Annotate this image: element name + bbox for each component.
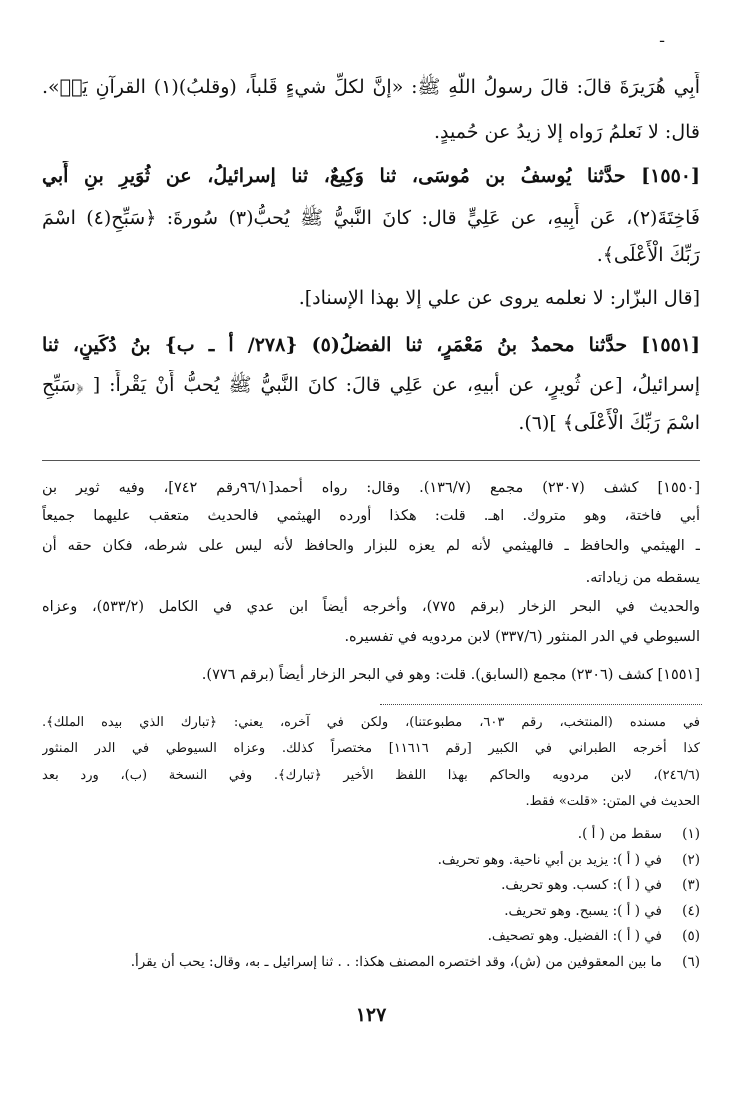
continued-note-line: الحديث في المتن: «قلت» فقط. [525,794,700,809]
continued-note-line: في مسنده (المنتخب، رقم ٦٠٣، مطبوعتنا)، ولكن في آخره، يعني: ﴿تبارك الذي بيده الملك﴾. [42,715,700,730]
takhrij-line: يسقطه من زياداته. [585,570,700,586]
footnote: (٥)في ( أ ): الفضيل. وهو تصحيف. [487,928,700,944]
bazzar-comment: [قال البزّار: لا نعلمه يروى عن علي إلا بهذا الإسناد]. [298,287,700,309]
continued-note-line: (٢٤٦/٦)، لابن مردويه والحاكم بهذا اللفظ الأخير ﴿تبارك﴾. وفي النسخة (ب)، ورد بعد [42,768,700,783]
takhrij-line: ـ الهيثمي والحافظ ـ فالهيثمي لأنه لم يعزه للبزار والحافظ لأنه ليس على شرطه، فكان حقه أن [42,538,700,554]
hadith-line: اسْمَ رَبِّكَ الْأَعْلَى﴾ ](٦). [518,412,700,434]
takhrij-line: والحديث في البحر الزخار (برقم ٧٧٥)، وأخرجه أيضاً ابن عدي في الكامل (٥٣٣/٢)، وعزاه [42,599,700,615]
hadith-line: [١٥٥٠] حدَّثنا يُوسفُ بن مُوسَى، ثنا وَكِيعٌ، ثنا إسرائيلُ، عن ثُوَيرِ بنِ أَبي [42,165,700,187]
takhrij-line: السيوطي في الدر المنثور (٣٣٧/٦) لابن مردويه في تفسيره. [344,629,700,645]
hadith-line: أَبِي هُرَيرَةَ قالَ: قالَ رسولُ اللّهِ ﷺ: «إنَّ لكلِّ شيءٍ قَلباً، (وقلبُ)(١) القرآنِ يَسۤ». [42,76,700,98]
hadith-line: فَاخِتَةَ(٢)، عَن أَبِيهِ، عن عَلِيٍّ قال: كانَ النَّبيُّ ﷺ يُحبُّ(٣) سُورةَ: ﴿سَبِّحِ(٤) اسْمَ [42,207,700,229]
footnote: (٤)في ( أ ): يسبح. وهو تحريف. [504,902,700,919]
corner-mark: ـ [660,30,665,46]
takhrij-line: أبي فاختة، وهو متروك. اهـ. قلت: هكذا أورده الهيثمي فالحديث متعقب عليهما جميعاً [42,508,700,524]
footnote: (٣)في ( أ ): كسب. وهو تحريف. [501,877,700,893]
takhrij-line: [١٥٥٠] كشف (٢٣٠٧) مجمع (١٣٦/٧). وقال: رواه أحمد[٩٦/١رقم ٧٤٢]، وفيه ثوير بن [42,480,700,496]
takhrij-line: [١٥٥١] كشف (٢٣٠٦) مجمع (السابق). قلت: وهو في البحر الزخار أيضاً (برقم ٧٧٦). [201,667,700,683]
hadith-line: قال: لا نَعلمُ رَواه إلا زيدُ عن حُميدٍ. [434,121,700,143]
footnote: (١)سقط من ( أ ). [577,826,700,842]
hadith-line: إسرائيلُ، [عن ثُويرٍ، عن أبيهِ، عن عَلِي قالَ: كانَ النَّبيُّ ﷺ يُحبُّ أَنْ يَقْرأَ: [ ﴿سَبِّحِ [42,374,700,396]
footnote-separator [380,704,702,705]
footnote-list [42,822,700,975]
footnote: (٦)ما بين المعقوفين من (ش)، وقد اختصره المصنف هكذا: . . ثنا إسرائيل ـ به، وقال: يحب أن يقرأ. [130,953,700,970]
hadith-line: [١٥٥١] حدَّثنا محمدُ بنُ مَعْمَرٍ، ثنا الفضلُ(٥) {٢٧٨/ أ ـ ب} بنُ دُكَينٍ، ثنا [42,334,700,356]
hadith-line: رَبِّكَ الْأَعْلَى﴾. [596,244,700,266]
footnote: (٢)في ( أ ): يزيد بن أبي ناحية. وهو تحريف. [437,851,700,868]
continued-note-line: كذا أخرجه الطبراني في الكبير [رقم ١١٦١٦] مختصراً كذلك. وعزاه السيوطي في الدر المنثور [42,741,700,756]
page-number: ١٢٧ [355,1004,387,1026]
section-divider [42,460,700,461]
